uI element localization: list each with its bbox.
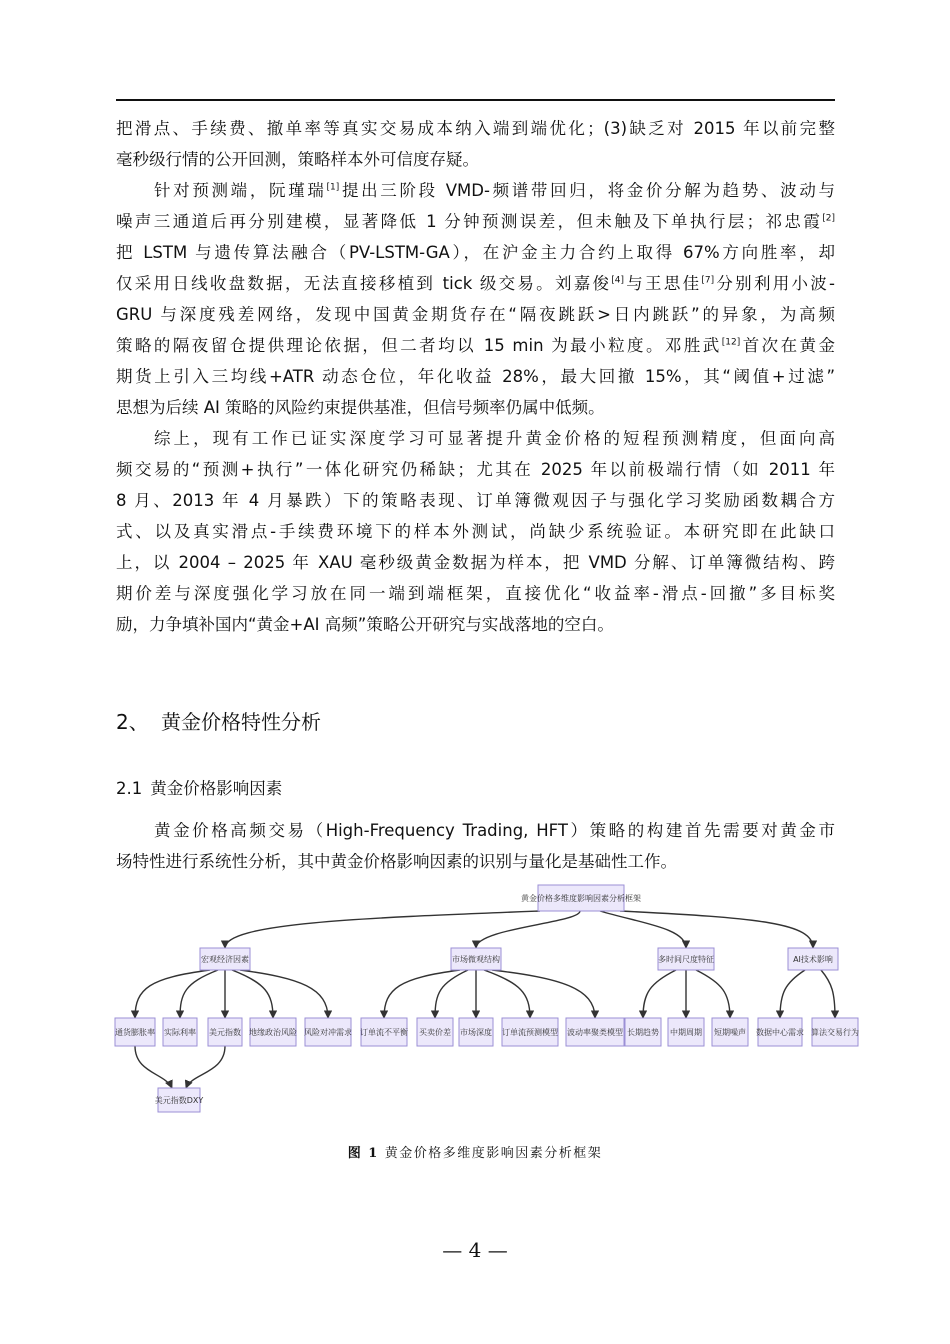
node-ofp-model [502, 1018, 558, 1046]
svg-text:市场微观结构: 市场微观结构 [452, 955, 500, 964]
section-heading-2-1: 2.1 黄金价格影响因素 [116, 779, 283, 798]
factor-framework-diagram [110, 878, 860, 1123]
node-datacenter [756, 1018, 804, 1046]
node-ofi [360, 1018, 408, 1046]
svg-text:美元指数DXY: 美元指数DXY [154, 1096, 204, 1105]
svg-text:AI技术影响: AI技术影响 [793, 955, 833, 964]
svg-text:订单流不平衡: 订单流不平衡 [360, 1028, 408, 1037]
svg-text:实际利率: 实际利率 [164, 1028, 196, 1037]
paragraph-4: 黄金价格高频交易（High-Frequency Trading, HFT）策略的构建首先需要对黄金市 场特性进行系统性分析，其中黄金价格影响因素的识别与量化是基础性工作。 [116, 821, 835, 871]
edge-macro-real-rate [180, 970, 218, 1018]
node-short-noise [712, 1018, 748, 1046]
svg-text:买卖价差: 买卖价差 [419, 1028, 451, 1037]
paragraph-3: 综上，现有工作已证实深度学习可显著提升黄金价格的短程预测精度，但面向高 频交易的“预测+执行”一体化研究仍稀缺；尤其在 2025 年以前极端行情（如 2011 年 8 月、2013 年 4 月暴跌）下的策略表现、订单簿微观因子与强化学习奖励函数耦合方 式、以及真实滑点-手续费环境下的样本外测试，尚缺少系统验证。本研究即在此缺口 上，以 2004 – 2025 年 XAU 毫秒级黄金数据为样本，把 VMD 分解、订单簿微结构、跨 期价差与深度强化学习放在同一端到端框架，直接优化“收益率-滑点-回撤”多目标奖 励，力争填补国内“黄金+AI 高频”策略公开研究与实战落地的空白。 [116, 429, 835, 634]
node-algo [811, 1018, 859, 1046]
citation: [12] [721, 337, 741, 348]
edge-macro-hedge [240, 970, 328, 1018]
svg-text:市场深度: 市场深度 [460, 1028, 492, 1037]
node-macro [200, 948, 250, 970]
svg-text:算法交易行为: 算法交易行为 [811, 1028, 859, 1037]
edge-usd-dxy [186, 1046, 225, 1088]
node-real-rate [163, 1018, 197, 1046]
node-ai [788, 948, 838, 970]
edge-micro-spread [435, 970, 468, 1018]
edge-root-macro [225, 911, 540, 948]
svg-text:订单流预测模型: 订单流预测模型 [502, 1028, 558, 1037]
edge-root-ai [620, 911, 813, 948]
edge-inflation-dxy [135, 1046, 172, 1088]
node-usd [208, 1018, 242, 1046]
figure-caption: 图 1 黄金价格多维度影响因素分析框架 [347, 1146, 603, 1161]
svg-text:数据中心需求: 数据中心需求 [756, 1028, 804, 1037]
svg-text:多时间尺度特征: 多时间尺度特征 [658, 955, 714, 964]
node-geo [249, 1018, 297, 1046]
svg-text:地缘政治风险: 地缘政治风险 [249, 1028, 297, 1037]
svg-text:宏观经济因素: 宏观经济因素 [201, 955, 249, 964]
edge-ai-dc [780, 970, 805, 1018]
node-micro [451, 948, 501, 970]
edge-root-multiscale [600, 911, 686, 948]
node-inflation [115, 1018, 155, 1046]
node-long-trend [625, 1018, 661, 1046]
header-rule [116, 99, 835, 101]
svg-text:通货膨胀率: 通货膨胀率 [115, 1028, 155, 1037]
node-spread [417, 1018, 453, 1046]
node-mid-cycle [668, 1018, 704, 1046]
citation: [4] [611, 275, 625, 286]
edge-micro-ofi [384, 970, 460, 1018]
node-multiscale [658, 948, 714, 970]
svg-text:美元指数: 美元指数 [209, 1028, 241, 1037]
edge-micro-ofp [484, 970, 530, 1018]
node-hedge [304, 1018, 352, 1046]
citation: [2] [822, 213, 835, 224]
edge-macro-geo [232, 970, 273, 1018]
svg-text:风险对冲需求: 风险对冲需求 [304, 1028, 352, 1037]
node-dxy [155, 1088, 204, 1112]
paragraph-1: 把滑点、手续费、撤单率等真实交易成本纳入端到端优化；(3)缺乏对 2015 年以前完整 毫秒级行情的公开回测，策略样本外可信度存疑。 [116, 119, 835, 169]
svg-text:黄金价格多维度影响因素分析框架: 黄金价格多维度影响因素分析框架 [521, 894, 641, 903]
node-depth [459, 1018, 493, 1046]
page-number: — 4 — [442, 1238, 508, 1262]
svg-text:长期趋势: 长期趋势 [627, 1028, 659, 1037]
edge-ms-long [643, 970, 676, 1018]
edge-ai-algo [821, 970, 835, 1018]
citation: [7] [701, 275, 715, 286]
edge-macro-inflation [135, 970, 210, 1018]
edge-micro-vol [492, 970, 595, 1018]
paragraph-2: 针对预测端，阮瑾瑞[1]提出三阶段 VMD-频谱带回归，将金价分解为趋势、波动与 噪声三通道后再分别建模，显著降低 1 分钟预测误差，但未触及下单执行层；祁忠霞[2] 把 LSTM 与遗传算法融合（PV-LSTM-GA），在沪金主力合约上取得 67%方向胜率，却 仅采用日线收盘数据，无法直接移植到 tick 级交易。刘嘉俊[4]与王思佳[7]分别利用小波- GRU 与深度残差网络，发现中国黄金期货存在“隔夜跳跃>日内跳跃”的异象，为高频 策略的隔夜留仓提供理论依据，但二者均以 15 min 为最小粒度。邓胜武[12]首次在黄金 期货上引入三均线+ATR 动态仓位，年化收益 28%，最大回撤 15%，其“阈值+过滤” 思想为后续 AI 策略的风险约束提供基准，但信号频率仍属中低频。 [116, 181, 836, 417]
node-vol-model [566, 1018, 624, 1046]
svg-text:波动率聚类模型: 波动率聚类模型 [567, 1028, 623, 1037]
section-heading-2: 2、 黄金价格特性分析 [116, 710, 321, 734]
svg-text:中期周期: 中期周期 [670, 1028, 702, 1037]
node-root [521, 885, 641, 911]
citation: [1] [326, 182, 340, 193]
edge-ms-short [696, 970, 730, 1018]
edge-root-micro [476, 911, 580, 948]
svg-text:短期噪声: 短期噪声 [714, 1028, 746, 1037]
